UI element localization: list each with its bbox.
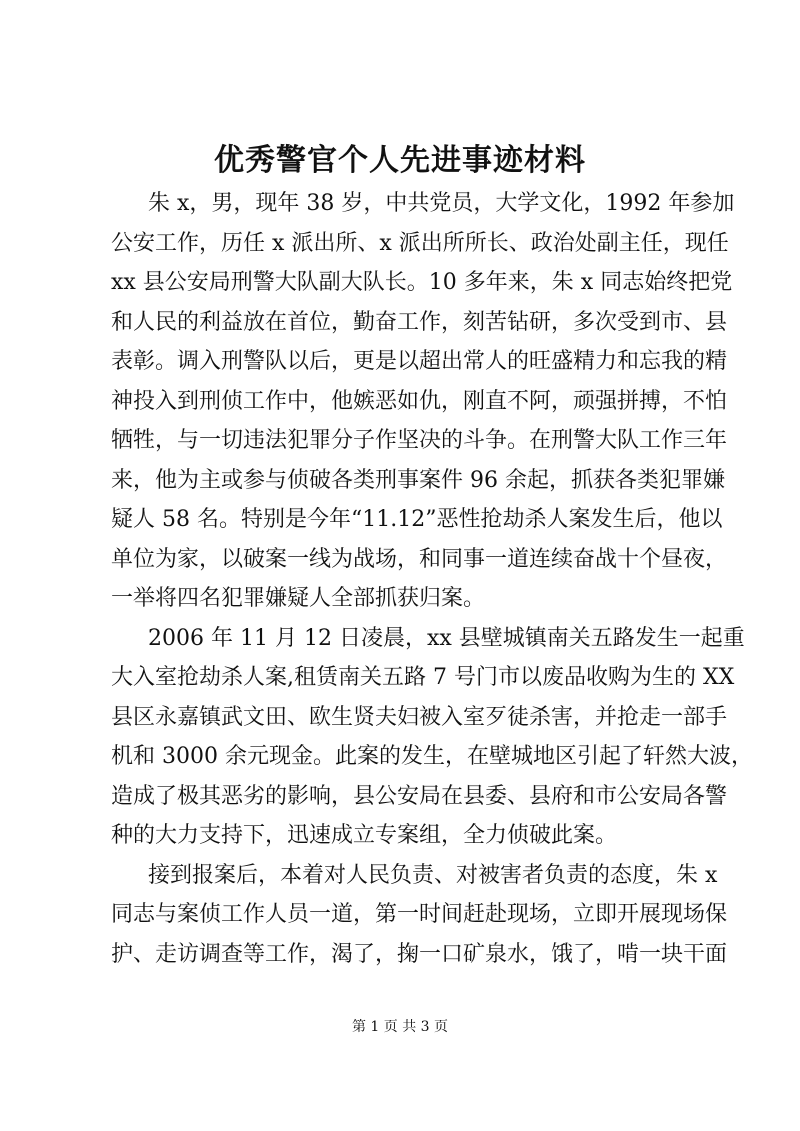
text-line: 单位为家，以破案一线为战场，和同事一道连续奋战十个昼夜， [111, 546, 728, 572]
text-line: 机和 3000 余元现金。此案的发生，在壁城地区引起了轩然大波， [111, 744, 753, 769]
text-line: 2006 年 11 月 12 日凌晨，xx 县壁城镇南关五路发生一起重 [148, 625, 745, 651]
page-footer: 第 1 页 共 3 页 [351, 1019, 449, 1035]
page-title: 优秀警官个人先进事迹材料 [214, 143, 586, 178]
text-line: 来，他为主或参与侦破各类刑事案件 96 余起，抓获各类犯罪嫌 [111, 467, 725, 493]
text-line: 牺牲，与一切违法犯罪分子作坚决的斗争。在刑警大队工作三年 [111, 428, 728, 453]
text-line: 同志与案侦工作人员一道，第一时间赶赴现场，立即开展现场保 [111, 902, 728, 927]
text-line: 接到报案后，本着对人民负责、对被害者负责的态度，朱 x [148, 862, 718, 888]
text-line: 和人民的利益放在首位，勤奋工作，刻苦钻研，多次受到市、县 [111, 309, 728, 335]
paragraph-2 [111, 619, 753, 856]
paragraph-1 [111, 184, 735, 619]
text-line: 表彰。调入刑警队以后，更是以超出常人的旺盛精力和忘我的精 [111, 349, 728, 374]
paragraph-3 [111, 856, 728, 975]
text-line: 种的大力支持下，迅速成立专案组，全力侦破此案。 [111, 823, 618, 848]
text-line: 朱 x，男，现年 38 岁，中共党员，大学文化，1992 年参加 [148, 191, 735, 216]
text-line: 造成了极其恶劣的影响，县公安局在县委、县府和市公安局各警 [111, 783, 728, 809]
text-line: 大入室抢劫杀人案,租赁南关五路 7 号门市以废品收购为生的 XX [111, 665, 735, 690]
text-line: 护、走访调查等工作，渴了，掬一口矿泉水，饿了，啃一块干面 [111, 941, 728, 967]
text-line: 神投入到刑侦工作中，他嫉恶如仇，刚直不阿，顽强拼搏，不怕 [111, 388, 728, 414]
text-line: 疑人 58 名。特别是今年“11.12”恶性抢劫杀人案发生后，他以 [111, 507, 723, 532]
body-text [111, 184, 753, 974]
text-line: 公安工作，历任 x 派出所、x 派出所所长、政治处副主任，现任 [111, 230, 729, 256]
text-line: 县区永嘉镇武文田、欧生贤夫妇被入室歹徒杀害，并抢走一部手 [111, 704, 728, 730]
text-line: xx 县公安局刑警大队副大队长。10 多年来，朱 x 同志始终把党 [111, 270, 733, 295]
text-line: 一举将四名犯罪嫌疑人全部抓获归案。 [111, 586, 486, 611]
